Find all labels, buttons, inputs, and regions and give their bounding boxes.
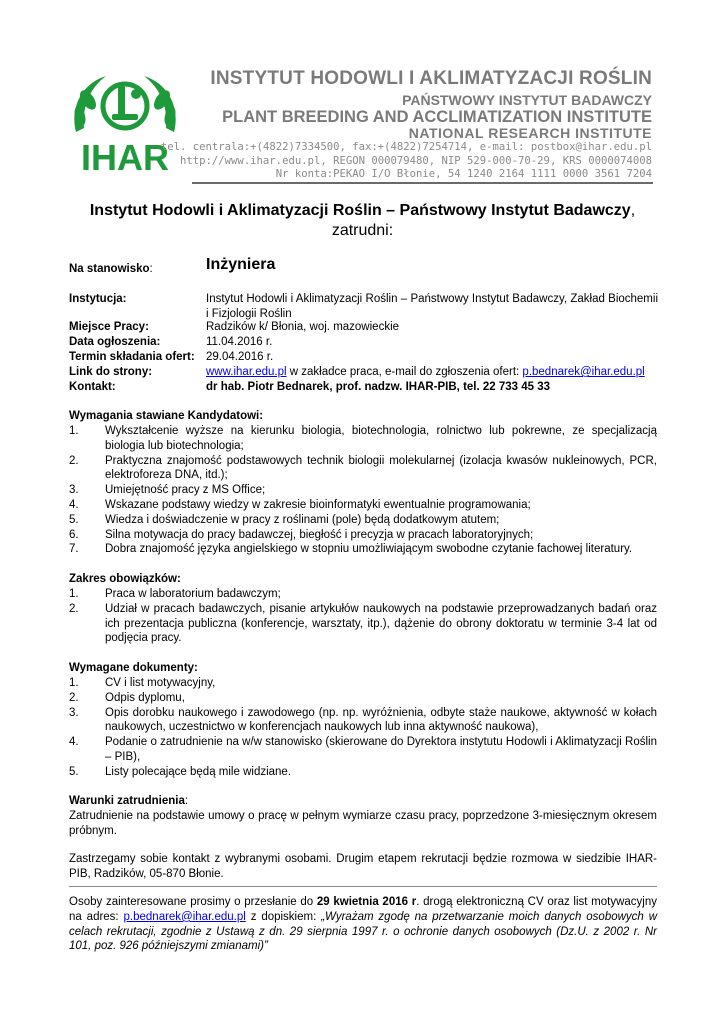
duties-list [69, 587, 657, 646]
page-title: Instytut Hodowli i Aklimatyzacji Roślin – Państwowy Instytut Badawczy, [89, 202, 636, 219]
deadline-label: Termin składania ofert: [69, 351, 195, 363]
place-label: Miejsce Pracy: [69, 321, 149, 333]
date-value: 11.04.2016 r. [206, 336, 273, 348]
requirements-heading: Wymagania stawiane Kandydatowi: [69, 410, 264, 422]
conditions-text: Zatrudnienie na podstawie umowy o pracę w pełnym wymiarze czasu pracy, poprzedzone 3-miesięcznym okresem próbnym. [69, 810, 657, 837]
date-label: Data ogłoszenia: [69, 336, 161, 348]
institution-label: Instytucja: [69, 293, 127, 305]
website-link[interactable]: www.ihar.edu.pl [206, 366, 287, 378]
list-item: 5. Listy polecające będą mile widziane. [69, 765, 292, 778]
list-item: 4. Podanie o zatrudnienie na w/w stanowisko (skierowane do Dyrektora instytutu Hodowli i Aklimatyzacji Roślin – PIB), [69, 736, 657, 763]
application-note: Osoby zainteresowane prosimy o przesłanie do 29 kwietnia 2016 r. drogą elektroniczną CV oraz list motywacyjny na adres: p.bednarek@ihar.edu.pl z dopiskiem: „Wyrażam zgodę na przetwarzanie moich danych osobowych w celach rekrutacji, zgodnie z Ustawą z dn. 29 sierpnia 1997 r. o ochronie danych osobowych (Dz.U. z 2002 r. Nr 101, poz. 926 późniejszymi zmianami)” [69, 896, 658, 953]
place-value: Radzików k/ Błonia, woj. mazowieckie [206, 321, 400, 333]
reservation-text: Zastrzegamy sobie kontakt z wybranymi osobami. Drugim etapem rekrutacji będzie rozmowa w siedzibie IHAR-PIB, Radzików, 05-870 Błonie. [69, 853, 657, 880]
footer-divider [69, 886, 657, 887]
deadline-value: 29.04.2016 r. [206, 351, 274, 363]
institute-subtitle-en: NATIONAL RESEARCH INSTITUTE [408, 125, 652, 141]
header-web-line: http://www.ihar.edu.pl, REGON 000079480, NIP 529-000-70-29, KRS 0000074008 [180, 155, 652, 167]
institution-value: Instytut Hodowli i Aklimatyzacji Roślin – Państwowy Instytut Badawczy, Zakład Biochemii i Fizjologii Roślin [206, 293, 658, 320]
list-item: 6. Silna motywacja do pracy badawczej, biegłość i precyzja w pracach laboratoryjnych; [69, 528, 534, 541]
requirements-list [69, 424, 657, 557]
link-label: Link do strony: [69, 366, 153, 378]
duties-heading: Zakres obowiązków: [69, 573, 181, 585]
email-link[interactable]: p.bednarek@ihar.edu.pl [522, 366, 645, 378]
header-bank-line: Nr konta:PEKAO I/O Błonie, 54 1240 2164 1111 0000 3561 7204 [275, 168, 652, 180]
documents-heading: Wymagane dokumenty: [69, 662, 198, 674]
contact-value: dr hab. Piotr Bednarek, prof. nadzw. IHAR-PIB, tel. 22 733 45 33 [206, 381, 551, 393]
list-item: 1. Wykształcenie wyższe na kierunku biologia, biotechnologia, rolnictwo lub pokrewne, ze specjalizacją biologia lub biotechnologia; [69, 425, 657, 452]
list-item: 3. Opis dorobku naukowego i zawodowego (np. np. wyróżnienia, odbyte staże naukowe, aktywność w kołach naukowych, uczestnictwo w konferencjach naukowych lub inna aktywność naukowa), [69, 706, 657, 734]
institute-name-pl: INSTYTUT HODOWLI I AKLIMATYZACJI ROŚLIN [210, 68, 652, 89]
list-item: 5. Wiedza i doświadczenie w pracy z roślinami (pole) będą dodatkowym atutem; [69, 513, 500, 526]
page-title-line2: zatrudni: [331, 222, 394, 239]
list-item: 1. Praca w laboratorium badawczym; [69, 588, 281, 600]
ihar-logo [66, 70, 184, 178]
list-item: 1. CV i list motywacyjny, [69, 677, 216, 689]
institute-subtitle-pl: PAŃSTWOWY INSTYTUT BADAWCZY [402, 92, 652, 108]
list-item: 3. Umiejętność pracy z MS Office; [69, 484, 266, 497]
conditions-heading: Warunki zatrudnienia: [69, 795, 189, 807]
header-divider [192, 182, 653, 184]
list-item: 2. Odpis dyplomu, [69, 691, 185, 704]
position-value: Inżyniera [206, 256, 276, 273]
footer-email-link[interactable]: p.bednarek@ihar.edu.pl [123, 910, 246, 923]
wheat-wreath-icon [73, 76, 178, 132]
position-label: Na stanowisko: [69, 263, 153, 275]
contact-label: Kontakt: [69, 381, 116, 393]
list-item: 4. Wskazane podstawy wiedzy w zakresie bioinformatyki ewentualnie programowania; [69, 498, 531, 511]
logo-text: IHAR [81, 137, 169, 178]
header-contact-line: tel. centrala:+(4822)7334500, fax:+(4822)7254714, e-mail: postbox@ihar.edu.pl [160, 141, 652, 153]
consent-clause: „Wyrażam zgodę na przetwarzanie moich danych osobowych w celach rekrutacji, zgodnie z Ustawą z dn. 29 sierpnia 1997 r. o ochronie danych osobowych (Dz.U. z 2002 r. Nr 101, poz. 926 późniejszymi zmianami)” [69, 910, 657, 953]
documents-list [69, 676, 657, 780]
list-item: 2. Udział w pracach badawczych, pisanie artykułów naukowych na podstawie przeprowadzanych badań oraz ich prezentacja publiczna (konferencje, warsztaty, itp.), dążenie do obrony doktoratu w terminie 3-4 lat od podjęcia pracy. [69, 602, 657, 645]
list-item: 7. Dobra znajomość języka angielskiego w stopniu umożliwiającym swobodne czytanie fachowej literatury. [69, 543, 633, 556]
link-value: www.ihar.edu.pl w zakładce praca, e-mail do zgłoszenia ofert: p.bednarek@ihar.edu.pl [206, 366, 645, 378]
institute-name-en: PLANT BREEDING AND ACCLIMATIZATION INSTITUTE [222, 108, 652, 126]
list-item: 2. Praktyczna znajomość podstawowych technik biologii molekularnej (izolacja kwasów nukleinowych, PCR, elektroforeza DNA, itd.); [69, 454, 657, 482]
